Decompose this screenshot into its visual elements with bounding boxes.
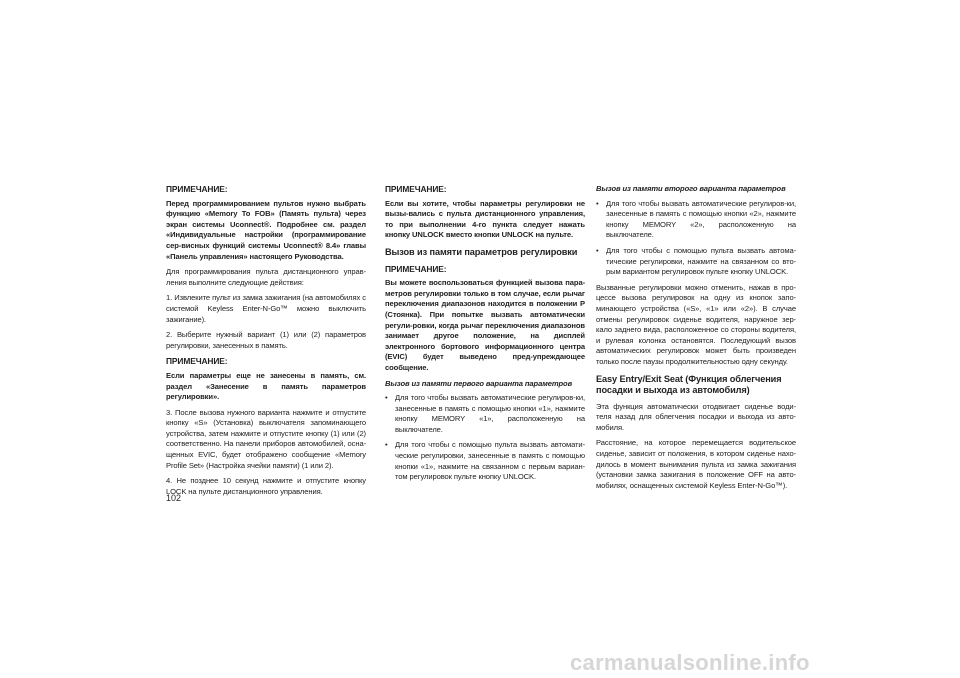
subheading: Вызов из памяти второго варианта параметров — [596, 184, 786, 193]
paragraph: Вызванные регулировки можно отменить, нажав в про-цессе вызова регулировок на одну из кнопок запо-минающего устройства («S», «1» или «2»). В случае отмены регулировок сиденье водителя, наружное зер-кало заднего вида, расположенное со стороны водителя, и рулевая колонка остановятся. Последующий вызов автоматических регулировок может быть произведен только после паузы продолжительностью одну секунду. — [596, 282, 796, 366]
note-title: ПРИМЕЧАНИЕ: — [166, 356, 228, 367]
bullet-icon: • — [385, 440, 388, 450]
bullet-icon: • — [596, 245, 599, 255]
list-item-text: Для того чтобы с помощью пульта вызвать автома-тические регулировки, нажмите на связанном со вто-рым вариантом регулировок пульте кнопку UNLOCK. — [606, 245, 796, 277]
step-1: 1. Извлеките пульт из замка зажигания (на автомобилях с системой Keyless Enter-N-Go™ можно выключить зажигание). — [166, 293, 366, 324]
list-item — [385, 440, 585, 482]
note-title: ПРИМЕЧАНИЕ: — [166, 184, 228, 194]
section-heading: Easy Entry/Exit Seat (Функция облегчения посадки и выхода из автомобиля) — [596, 373, 782, 396]
list-item-text: Для того чтобы с помощью пульта вызвать автомати-ческие регулировки, занесенные в память с помощью кнопки «1», нажмите на связанном с первым вариан-том регулировок пульте кнопку UNLOCK. — [395, 440, 585, 482]
note-text: Если вы хотите, чтобы параметры регулировки не вызы-вались с пульта дистанционного управления, то при выполнении 4-го пункта следует нажать кнопку UNLOCK вместо кнопки UNLOCK на пульте. — [385, 198, 585, 240]
step-2: 2. Выберите нужный вариант (1) или (2) параметров регулировки, занесенных в память. — [166, 330, 366, 350]
right-column — [596, 184, 796, 496]
bullet-list — [385, 393, 585, 483]
paragraph: Для программирования пульта дистанционного управ-ления выполните следующие действия: — [166, 267, 366, 287]
note-title: ПРИМЕЧАНИЕ: — [385, 263, 447, 274]
subheading: Вызов из памяти первого варианта параметров — [385, 378, 573, 388]
list-item — [596, 199, 796, 241]
note-text: Если параметры еще не занесены в память, см. раздел «Занесение в память параметров регулировки». — [166, 370, 366, 402]
note-title: ПРИМЕЧАНИЕ: — [385, 184, 447, 194]
page-number: 102 — [166, 493, 182, 503]
list-item-text: Для того чтобы вызвать автоматические регулиров-ки, занесенные в память с помощью кнопки «1», нажмите кнопку MEMORY «1», расположенную на выключателе. — [395, 393, 585, 434]
paragraph: Расстояние, на которое перемещается водительское сиденье, зависит от положения, в котором сиденье нахо-дилось в момент вынимания пульта из замка зажигания (установки замка зажигания в положение OFF на авто-мобилях, оснащенных системой Keyless Enter-N-Go™). — [596, 438, 796, 490]
left-column — [166, 184, 366, 502]
list-item-text: Для того чтобы вызвать автоматические регулиров-ки, занесенные в память с помощью кнопки «2», нажмите кнопку MEMORY «2», расположенную на выключателе. — [606, 198, 796, 240]
watermark: carmanualsonline.info — [570, 650, 810, 675]
bullet-list — [596, 199, 796, 278]
middle-column — [385, 184, 585, 488]
paragraph: Эта функция автоматически отодвигает сиденье води-теля назад для облегчения посадки и выхода из авто-мобиля. — [596, 401, 796, 432]
note-text: Перед программированием пультов нужно выбрать функцию «Memory To FOB» (Память пульта) через экран системы Uconnect®. Подробнее см. раздел «Индивидуальные настройки (программирование сер-висных функций системы Uconnect® 8.4» главы «Панель управления» настоящего Руководства. — [166, 198, 366, 261]
step-4: 4. Не позднее 10 секунд нажмите и отпустите кнопку LOCK на пульте дистанционного управления. — [166, 476, 366, 496]
step-3: 3. После вызова нужного варианта нажмите и отпустите кнопку «S» (Установка) выключателя запоминающего устройства, затем нажмите и отпустите кнопку (1) или (2) соответственно. На панели приборов автомобилей, осна-щенных EVIC, будет отображено сообщение «Memory Profile Set» (Настройка ячейки памяти) (1 или 2). — [166, 407, 366, 470]
bullet-icon: • — [596, 198, 599, 208]
note-text: Вы можете воспользоваться функцией вызова пара-метров регулировки только в том случае, если рычаг переключения диапазонов находится в положении P (Стоянка). При попытке вызвать автоматически регули-ровки, когда рычаг переключения диапазонов занимает другое положение, на дисплей электронного бортового информационного центра (EVIC) будет выведено пред-упреждающее сообщение. — [385, 278, 585, 372]
list-item — [596, 246, 796, 278]
section-heading: Вызов из памяти параметров регулировки — [385, 246, 578, 257]
bullet-icon: • — [385, 393, 388, 403]
list-item — [385, 393, 585, 435]
